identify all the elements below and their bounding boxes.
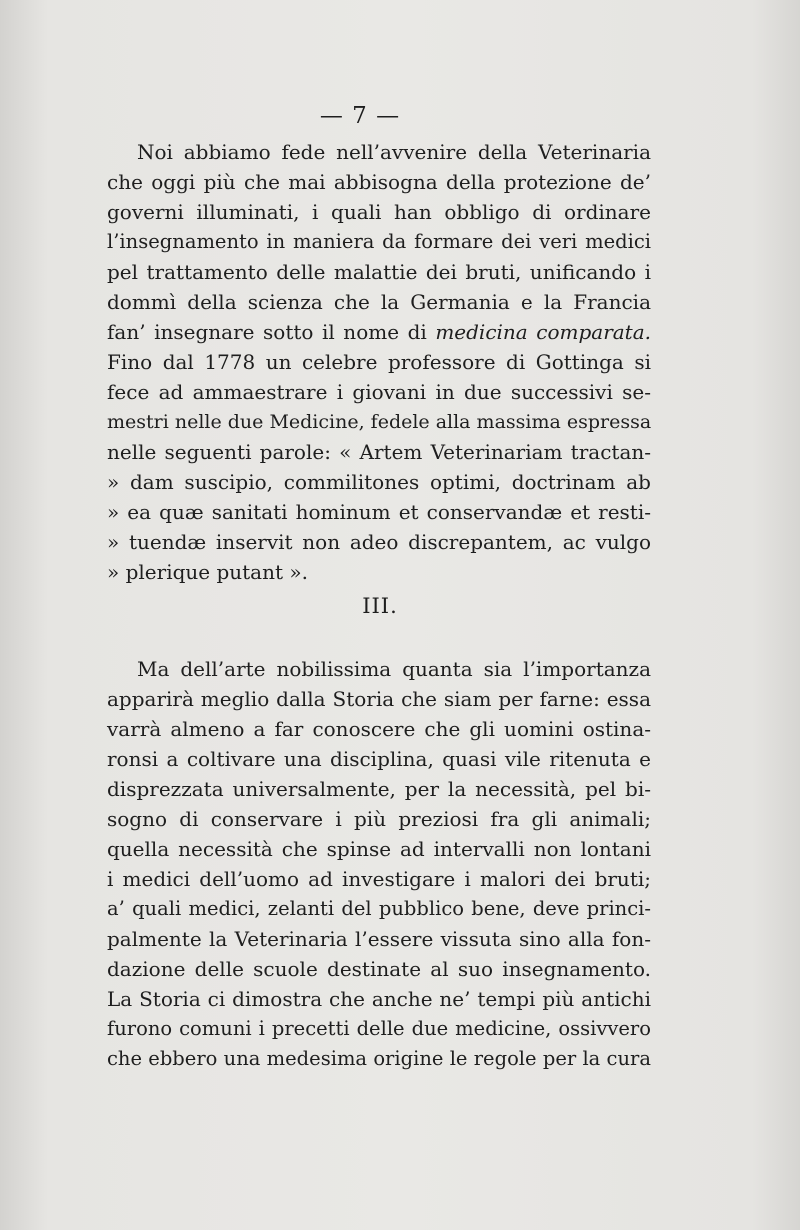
text-line: l’insegnamento in maniera da formare dei veri medici [107,230,651,253]
text-line: Ma dell’arte nobilissima quanta sia l’importanza [137,657,651,681]
text-line-with-italic [107,317,651,347]
text-line: disprezzata universalmente, per la necessità, pel bi- [107,777,651,801]
paragraph-2 [107,654,651,1074]
text-line: pel trattamento delle malattie dei bruti, unificando i [107,260,651,284]
text-line: apparirà meglio dalla Storia che siam per farne: essa [107,687,651,711]
section-heading: III. [362,594,398,618]
text-line: dazione delle scuole destinate al suo insegnamento. [107,957,651,981]
text-line: dommì della scienza che la Germania e la Francia [107,290,651,314]
page-number: — 7 — [319,103,401,129]
text-line: La Storia ci dimostra che anche ne’ tempi più antichi [107,987,651,1011]
text-line: quella necessità che spinse ad intervalli non lontani [107,837,651,861]
paragraph-1 [107,137,651,587]
text-line: mestri nelle due Medicine, fedele alla massima espressa [107,411,652,433]
text-line: Noi abbiamo fede nell’avvenire della Veterinaria [137,140,651,164]
text-line: palmente la Veterinaria l’essere vissuta sino alla fon- [107,927,651,951]
italic-term: medicina comparata. [435,320,652,344]
text-line: varrà almeno a far conoscere che gli uomini ostina- [107,717,651,741]
text-line: governi illuminati, i quali han obbligo di ordinare [107,200,651,224]
text-line: furono comuni i precetti delle due medicine, ossivvero [107,1017,651,1040]
text-line: » plerique putant ». [107,560,308,584]
text-line: i medici dell’uomo ad investigare i malori dei bruti; [107,867,651,891]
text-line-start: fan’ insegnare sotto il nome di [107,320,427,344]
text-line: fece ad ammaestrare i giovani in due successivi se- [107,380,651,404]
text-line: Fino dal 1778 un celebre professore di Gottinga si [107,350,651,374]
text-line: che ebbero una medesima origine le regole per la cura [107,1047,651,1070]
text-line: sogno di conservare i più preziosi fra gli animali; [107,807,651,831]
text-line: che oggi più che mai abbisogna della protezione de’ [107,170,651,194]
text-line: a’ quali medici, zelanti del pubblico bene, deve princi- [107,897,651,920]
text-line: ronsi a coltivare una disciplina, quasi vile ritenuta e [107,747,651,771]
text-line: » ea quæ sanitati hominum et conservandæ et resti- [107,500,651,524]
text-line: » tuendæ inservit non adeo discrepantem, ac vulgo [107,530,651,554]
text-line: nelle seguenti parole: « Artem Veterinariam tractan- [107,440,651,464]
text-line: » dam suscipio, commilitones optimi, doctrinam ab [107,470,651,494]
